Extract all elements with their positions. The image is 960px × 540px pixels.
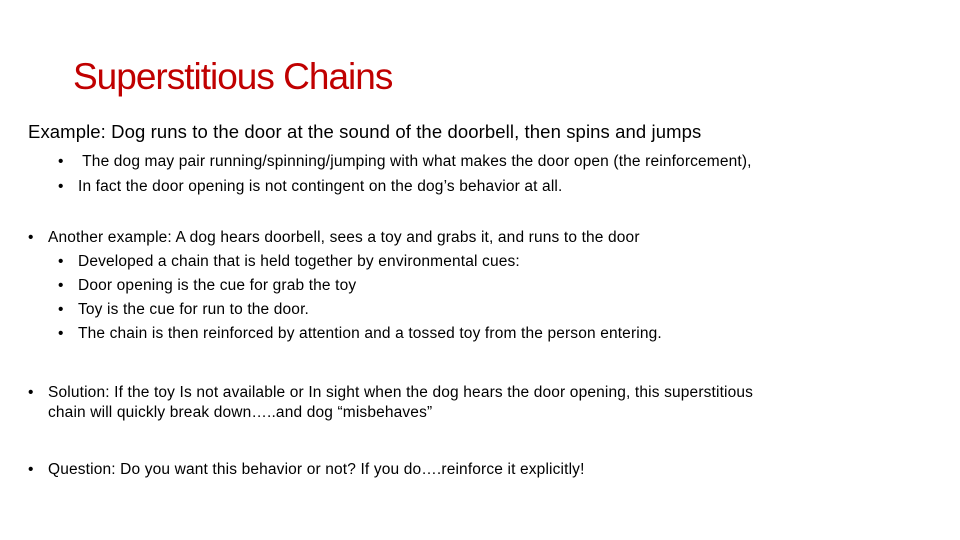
bullet-icon: •	[58, 253, 64, 270]
bullet-icon: •	[58, 178, 64, 195]
list-item: • Developed a chain that is held together by environmental cues:	[58, 253, 520, 270]
bullet-icon: •	[58, 277, 64, 294]
list-item: • The chain is then reinforced by attention and a tossed toy from the person entering.	[58, 325, 662, 342]
bullet-icon: •	[58, 153, 64, 170]
intro-text: Example: Dog runs to the door at the sound of the doorbell, then spins and jumps	[28, 121, 702, 142]
bullet-icon: •	[28, 461, 34, 478]
list-item-continuation: chain will quickly break down…..and dog “misbehaves”	[48, 404, 433, 421]
slide-title: Superstitious Chains	[73, 56, 393, 97]
list-item: • Toy is the cue for run to the door.	[58, 301, 309, 318]
list-item: • In fact the door opening is not contingent on the dog’s behavior at all.	[58, 178, 563, 195]
bullet-icon: •	[28, 229, 34, 246]
list-item: • Door opening is the cue for grab the toy	[58, 277, 357, 294]
bullet-icon: •	[58, 301, 64, 318]
bullet-icon: •	[28, 384, 34, 401]
bullet-icon: •	[58, 325, 64, 342]
list-item: • Question: Do you want this behavior or not? If you do….reinforce it explicitly!	[28, 461, 585, 478]
list-item: • The dog may pair running/spinning/jumping with what makes the door open (the reinforcement),	[58, 153, 752, 170]
list-item: • Another example: A dog hears doorbell, sees a toy and grabs it, and runs to the door	[28, 229, 640, 246]
list-item: • Solution: If the toy Is not available or In sight when the dog hears the door opening, this superstitious	[28, 384, 754, 401]
